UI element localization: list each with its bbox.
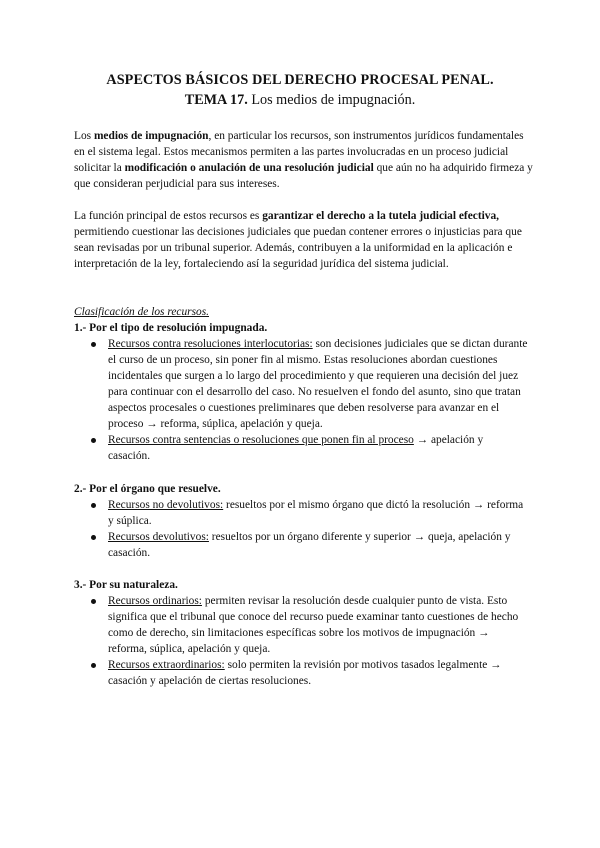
- classification-heading: [74, 304, 209, 320]
- group-1-title: 1.- Por el tipo de resolución impugnada.: [74, 322, 268, 334]
- bullet-icon: [91, 663, 96, 668]
- document-subtitle: [0, 91, 600, 109]
- group-3-list: [88, 593, 528, 689]
- intro-paragraph-2: [74, 208, 534, 272]
- item-label: Recursos no devolutivos:: [108, 499, 224, 511]
- topic-label: TEMA 17.: [184, 92, 248, 108]
- p2-bold: garantizar el derecho a la tutela judicial efectiva,: [262, 210, 500, 222]
- list-item: [88, 336, 528, 432]
- p2-text-a: La función principal de estos recursos es: [74, 210, 263, 222]
- item-label: Recursos contra sentencias o resoluciones que ponen fin al proceso: [108, 434, 414, 446]
- item-label: Recursos extraordinarios:: [108, 659, 225, 671]
- p1-text-b: , en particular los recursos, son instrumentos jurídicos fundamentales en el sistema legal. Estos mecanismos permiten a las partes involucradas en un proceso judicial solicitar la: [74, 130, 524, 174]
- item-text: resueltos por un órgano diferente y superior → queja, apelación y casación.: [108, 531, 511, 559]
- item-label: Recursos contra resoluciones interlocutorias:: [108, 338, 313, 350]
- item-text: solo permiten la revisión por motivos tasados legalmente → casación y apelación de ciertas resoluciones.: [108, 659, 502, 687]
- list-item: [88, 593, 528, 657]
- p1-text-a: Los: [74, 130, 94, 142]
- p1-text-c: que aún no ha adquirido firmeza y que consideran perjudicial para sus intereses.: [74, 162, 533, 190]
- p1-bold-2: modificación o anulación de una resolución judicial: [124, 162, 374, 174]
- bullet-icon: [91, 503, 96, 508]
- item-text: → apelación y casación.: [108, 434, 484, 462]
- item-label: Recursos devolutivos:: [108, 531, 209, 543]
- classification-heading-text: Clasificación de los recursos.: [74, 306, 209, 318]
- item-text: resueltos por el mismo órgano que dictó la resolución → reforma y súplica.: [108, 499, 524, 527]
- list-item: [88, 497, 528, 529]
- group-1-list: [88, 336, 528, 464]
- item-label: Recursos ordinarios:: [108, 595, 202, 607]
- document-title: ASPECTOS BÁSICOS DEL DERECHO PROCESAL PENAL.: [106, 72, 494, 88]
- bullet-icon: [91, 438, 96, 443]
- bullet-icon: [91, 599, 96, 604]
- group-2-list: [88, 497, 528, 561]
- intro-paragraph-1: [74, 128, 534, 192]
- item-text: son decisiones judiciales que se dictan durante el curso de un proceso, sin poner fin al mismo. Estas resoluciones abordan cuestiones incidentales que surgen a lo largo del procedimiento y que requieren una decisión del juez para continuar con el desarrollo del caso. No resuelven el fondo del asunto, sino que tratan aspectos procesales o cuestiones preliminares que deben resolverse para avanzar en el proceso → reforma, súplica, apelación y queja.: [108, 338, 528, 430]
- p1-bold-1: medios de impugnación: [93, 130, 209, 142]
- bullet-icon: [91, 535, 96, 540]
- list-item: [88, 657, 528, 689]
- group-3-title: 3.- Por su naturaleza.: [74, 579, 178, 591]
- list-item: [88, 529, 528, 561]
- bullet-icon: [91, 342, 96, 347]
- group-2-title: 2.- Por el órgano que resuelve.: [74, 483, 221, 495]
- item-text: permiten revisar la resolución desde cualquier punto de vista. Esto significa que el tribunal que conoce del recurso puede examinar tanto cuestiones de hecho como de derecho, sin limitaciones específicas sobre los motivos de impugnación → reforma, súplica, apelación y queja.: [108, 595, 519, 655]
- p2-text-b: permitiendo cuestionar las decisiones judiciales que puedan contener errores o injusticias para que sean revisadas por un tribunal superior. Además, contribuyen a la uniformidad en la aplicación e interpretación de la ley, fortaleciendo así la seguridad jurídica del sistema judicial.: [74, 226, 522, 270]
- topic-text: Los medios de impugnación.: [251, 92, 416, 108]
- list-item: [88, 432, 528, 464]
